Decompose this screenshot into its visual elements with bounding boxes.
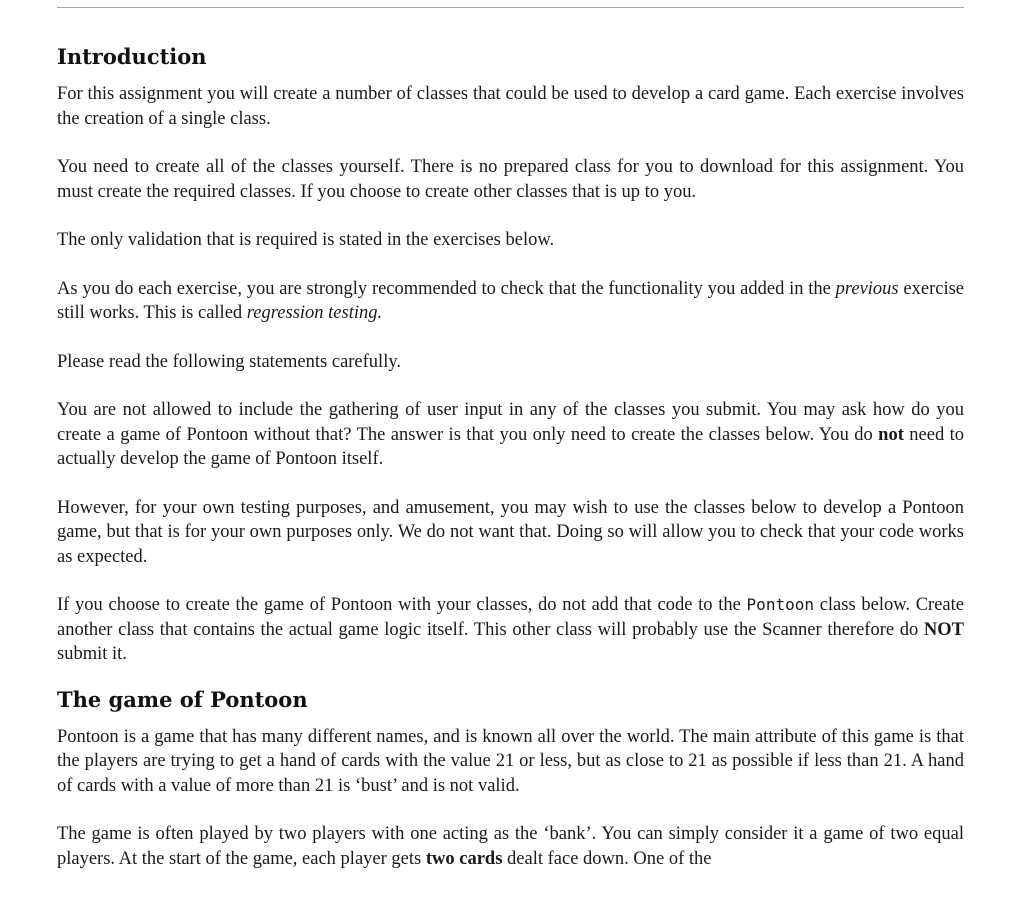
paragraph — [57, 82, 964, 131]
bold-text: two cards — [425, 848, 503, 869]
section-introduction — [57, 42, 964, 667]
text-run: Pontoon is a game that has many different names, and is known all over the world. The main attribute of this game is that the players are trying to get a hand of cards with the value 21 or less, but as close to 21 as possible if less than 21. A hand of cards with a value of more than 21 is ‘bust’ and is not valid. — [57, 726, 964, 796]
paragraph — [57, 155, 964, 204]
text-run: You are not allowed to include the gathering of user input in any of the classes you submit. You may ask how do you create a game of Pontoon without that? The answer is that you only need to create the classes below. You do — [57, 400, 964, 445]
text-run: If you choose to create the game of Pontoon with your classes, do not add that code to the — [57, 595, 747, 615]
top-divider — [57, 7, 964, 8]
section-paragraphs — [57, 82, 964, 667]
paragraph — [57, 228, 964, 253]
section-heading: Introduction — [57, 44, 207, 69]
text-run: As you do each exercise, you are strongly recommended to check that the functionality you added in the — [57, 278, 836, 299]
emphasis-text: previous — [835, 278, 899, 299]
paragraph — [57, 822, 964, 871]
text-run: exercise still works. This is called — [57, 278, 964, 323]
text-run: need to actually develop the game of Pontoon itself. — [57, 424, 965, 469]
text-run: dealt face down. One of the — [502, 848, 712, 869]
text-run: submit it. — [57, 644, 127, 664]
text-run: However, for your own testing purposes, and amusement, you may wish to use the classes below to develop a Pontoon game, but that is for your own purposes only. We do not want that. Doing so will allow you to check that your code works as expected. — [57, 497, 964, 567]
section-game-of-pontoon — [57, 685, 964, 872]
paragraph — [57, 350, 964, 375]
paragraph — [57, 496, 964, 570]
bold-text: NOT — [923, 619, 964, 640]
section-heading: The game of Pontoon — [57, 686, 308, 712]
bold-text: not — [878, 424, 904, 445]
section-paragraphs — [57, 725, 964, 872]
paragraph — [57, 725, 964, 799]
text-run: Please read the following statements carefully. — [57, 351, 402, 372]
emphasis-text: regression testing. — [246, 303, 383, 323]
text-run: The game is often played by two players with one acting as the ‘bank’. You can simply consider it a game of two equal players. At the start of the game, each player gets — [57, 824, 964, 869]
text-run: You need to create all of the classes yourself. There is no prepared class for you to download for this assignment. You must create the required classes. If you choose to create other classes that is up to you. — [57, 157, 964, 202]
text-run: The only validation that is required is stated in the exercises below. — [57, 230, 555, 250]
paragraph — [57, 398, 964, 472]
text-run: class below. Create another class that contains the actual game logic itself. This other class will probably use the Scanner therefore do — [57, 595, 964, 640]
document-body — [57, 42, 964, 871]
code-text: Pontoon — [746, 595, 814, 614]
paragraph — [57, 593, 964, 667]
text-run: For this assignment you will create a number of classes that could be used to develop a card game. Each exercise involves the creation of a single class. — [57, 84, 964, 129]
paragraph — [57, 277, 964, 326]
